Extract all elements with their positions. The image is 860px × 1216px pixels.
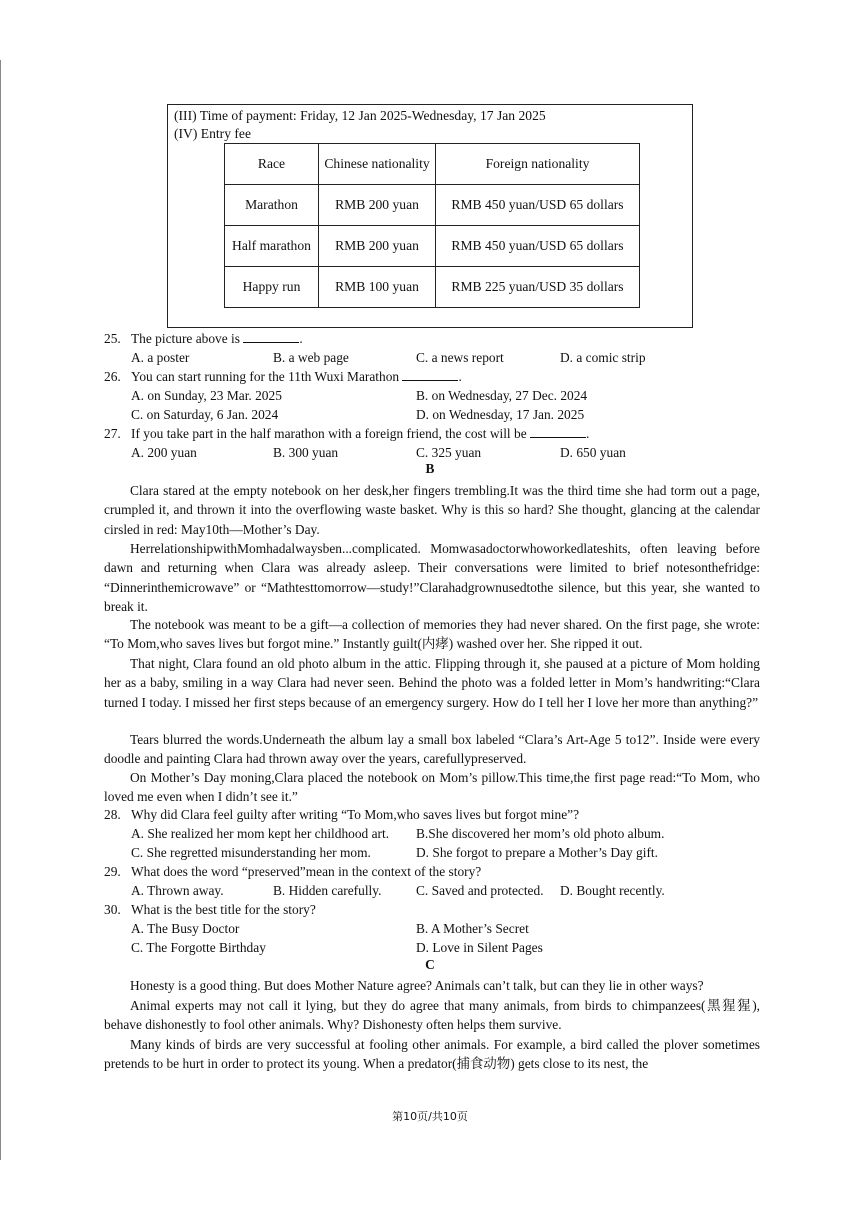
option-a: A. 200 yuan xyxy=(131,445,197,460)
question-stem: What is the best title for the story? xyxy=(131,902,316,917)
section-b-label: B xyxy=(425,461,435,476)
answer-blank xyxy=(243,330,299,343)
page-footer: 第10页/共10页 xyxy=(392,1110,468,1123)
option-d: D. Bought recently. xyxy=(560,883,665,898)
answer-blank xyxy=(402,368,458,381)
option-c: C. She regretted misunderstanding her mom. xyxy=(131,845,371,860)
option-a: A. She realized her mom kept her childhood art. xyxy=(131,826,390,841)
option-a: A. on Sunday, 23 Mar. 2025 xyxy=(131,388,282,403)
header-foreign: Foreign nationality xyxy=(436,144,640,185)
passage-c-paragraph: Many kinds of birds are very successful at fooling other animals. For example, a bird called the plover sometimes pretends to be hurt in order to protect its young. When a predator(捕食动物) gets close to its nest, the xyxy=(104,1037,760,1072)
table-cell: RMB 225 yuan/USD 35 dollars xyxy=(436,267,640,308)
entry-fee-heading: (IV) Entry fee xyxy=(174,126,251,141)
table-row xyxy=(225,267,640,308)
header-chinese: Chinese nationality xyxy=(319,144,436,185)
option-d: D. She forgot to prepare a Mother’s Day gift. xyxy=(416,845,658,860)
option-b: B.She discovered her mom’s old photo album. xyxy=(416,826,665,841)
option-c: C. Saved and protected. xyxy=(416,883,544,898)
question-number: 28. xyxy=(104,807,121,822)
table-cell: RMB 450 yuan/USD 65 dollars xyxy=(436,226,640,267)
question-number: 29. xyxy=(104,864,121,879)
option-a: A. Thrown away. xyxy=(131,883,224,898)
option-a: A. a poster xyxy=(131,350,190,365)
option-c: C. a news report xyxy=(416,350,504,365)
table-cell: RMB 200 yuan xyxy=(319,185,436,226)
page-edge-line xyxy=(0,60,1,1160)
passage-b-paragraph: That night, Clara found an old photo album in the attic. Flipping through it, she paused at a picture of Mom holding her as a baby, smiling in a way Clara had never seen. Behind the photo was a folded letter in Mom’s handwriting:“Clara turned I today. I missed her first steps because of an emergency surgery. How do I tell her I love her more than anything?” xyxy=(104,656,760,710)
header-race: Race xyxy=(225,144,319,185)
option-d: D. 650 yuan xyxy=(560,445,626,460)
option-d: D. a comic strip xyxy=(560,350,646,365)
passage-c-paragraph: Honesty is a good thing. But does Mother Nature agree? Animals can’t talk, but can they lie in other ways? xyxy=(130,978,704,993)
entry-fee-table xyxy=(224,143,640,308)
option-b: B. Hidden carefully. xyxy=(273,883,382,898)
option-c: C. The Forgotte Birthday xyxy=(131,940,266,955)
answer-blank xyxy=(530,425,586,438)
option-b: B. A Mother’s Secret xyxy=(416,921,529,936)
passage-b-paragraph: HerrelationshipwithMomhadalwaysben...complicated. Momwasadoctorwhoworkedlateshits, often leaving before dawn and returning when Clara was already asleep. Their conversations were limited to brief notesonthefridge: “Dinnerinthemicrowave” or “Mathtesttomorrow—study!”Clarahadgrownusedtothe silence, but this year, she wanted to break it. xyxy=(104,541,760,615)
table-row xyxy=(225,185,640,226)
table-cell: Half marathon xyxy=(225,226,319,267)
table-header-row xyxy=(225,144,640,185)
question-number: 27. xyxy=(104,426,121,441)
option-b: B. a web page xyxy=(273,350,349,365)
table-cell: Marathon xyxy=(225,185,319,226)
passage-b-paragraph: On Mother’s Day moning,Clara placed the notebook on Mom’s pillow.This time,the first page read:“To Mom, who loved me even when I didn’t see it.” xyxy=(104,770,760,805)
passage-b-paragraph: Clara stared at the empty notebook on her desk,her fingers trembling.It was the third time she had torm out a page, crumpled it, and thrown it into the overflowing waste basket. Why is this so hard? She thought, glancing at the calendar cirsled in red: May10th—Mother’s Day. xyxy=(104,483,760,537)
option-d: D. on Wednesday, 17 Jan. 2025 xyxy=(416,407,585,422)
option-a: A. The Busy Doctor xyxy=(131,921,240,936)
table-cell: RMB 450 yuan/USD 65 dollars xyxy=(436,185,640,226)
question-stem: If you take part in the half marathon with a foreign friend, the cost will be . xyxy=(131,426,590,441)
table-cell: RMB 100 yuan xyxy=(319,267,436,308)
passage-b-paragraph: The notebook was meant to be a gift—a collection of memories they had never shared. On the first page, she wrote: “To Mom,who saves lives but forgot mine.” Instantly guilt(内痚) washed over her. She ripped it out. xyxy=(104,617,760,652)
question-number: 30. xyxy=(104,902,121,917)
option-c: C. 325 yuan xyxy=(416,445,482,460)
question-stem: What does the word “preserved”mean in the context of the story? xyxy=(131,864,482,879)
payment-time-line: (III) Time of payment: Friday, 12 Jan 2025-Wednesday, 17 Jan 2025 xyxy=(174,108,546,123)
question-stem: The picture above is . xyxy=(131,331,303,346)
question-number: 26. xyxy=(104,369,121,384)
section-c-label: C xyxy=(425,957,435,972)
question-stem: Why did Clara feel guilty after writing “To Mom,who saves lives but forgot mine”? xyxy=(131,807,580,822)
question-number: 25. xyxy=(104,331,121,346)
table-cell: Happy run xyxy=(225,267,319,308)
option-c: C. on Saturday, 6 Jan. 2024 xyxy=(131,407,279,422)
table-cell: RMB 200 yuan xyxy=(319,226,436,267)
passage-b-paragraph: Tears blurred the words.Underneath the album lay a small box labeled “Clara’s Art-Age 5 to12”. Inside were every doodle and painting Clara had thrown away over the years, carefullypreserved. xyxy=(104,732,760,767)
table-row xyxy=(225,226,640,267)
question-stem: You can start running for the 11th Wuxi Marathon . xyxy=(131,369,462,384)
option-b: B. on Wednesday, 27 Dec. 2024 xyxy=(416,388,588,403)
marathon-notice-box xyxy=(167,104,693,328)
passage-c-paragraph: Animal experts may not call it lying, but they do agree that many animals, from birds to chimpanzees(黑猩猩), behave dishonestly to fool other animals. Why? Dishonesty often helps them survive. xyxy=(104,998,760,1033)
option-d: D. Love in Silent Pages xyxy=(416,940,543,955)
option-b: B. 300 yuan xyxy=(273,445,339,460)
